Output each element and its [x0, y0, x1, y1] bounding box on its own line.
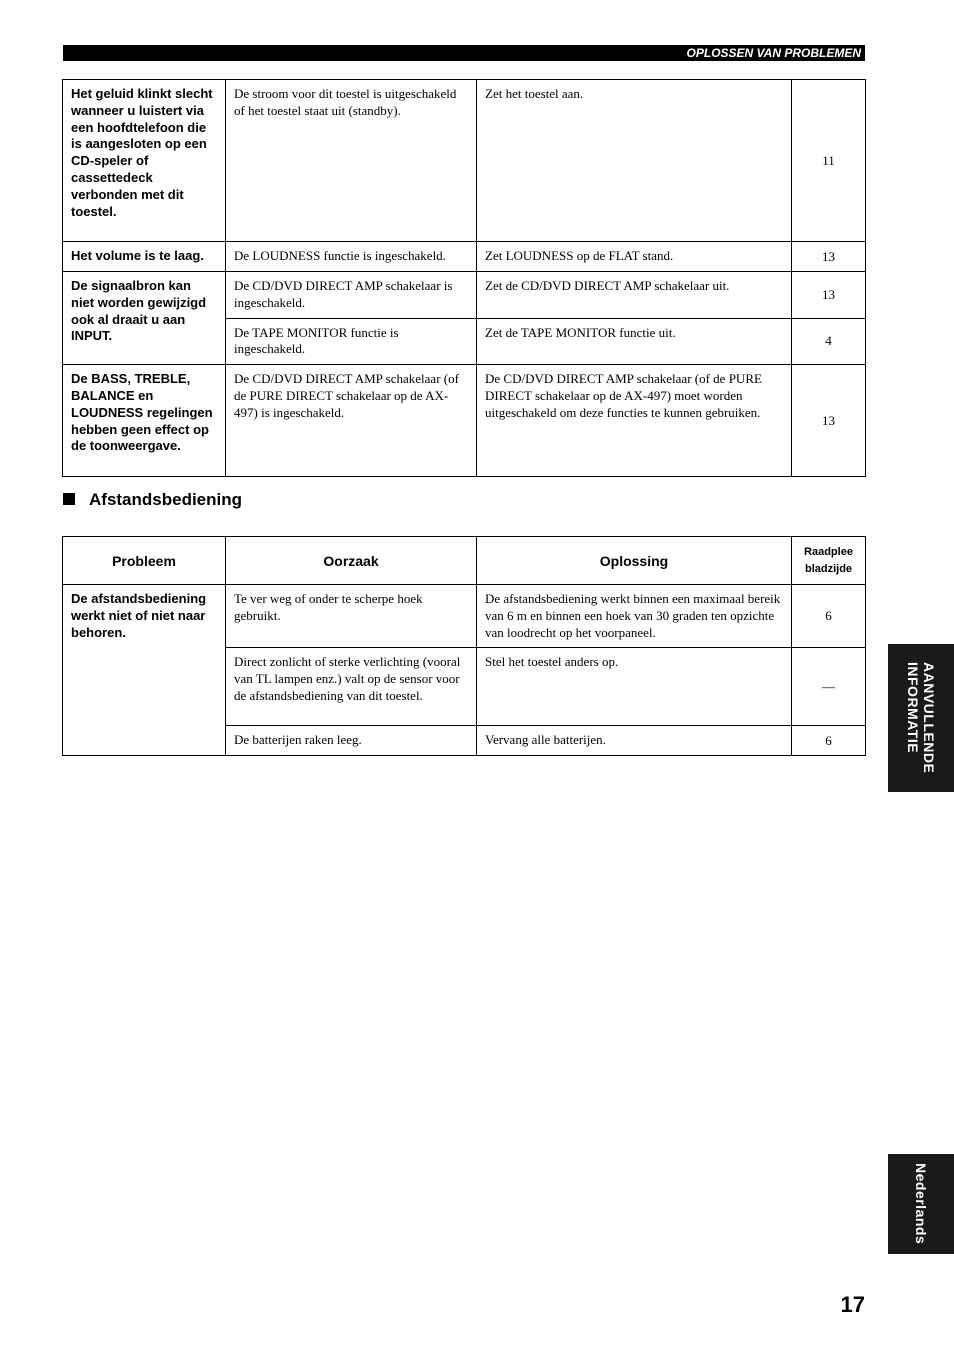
solution-cell: Zet de TAPE MONITOR functie uit. [477, 318, 792, 365]
column-header-problem: Probleem [63, 537, 226, 585]
problem-cell: Het geluid klinkt slecht wanneer u luistert via een hoofdtelefoon die is aangesloten op een CD-speler of cassettedeck verbonden met dit toestel. [63, 80, 226, 242]
page-number: 17 [840, 1292, 865, 1317]
solution-cell: Zet de CD/DVD DIRECT AMP schakelaar uit. [477, 272, 792, 319]
cause-cell: Te ver weg of onder te scherpe hoek gebruikt. [226, 585, 477, 648]
solution-cell: Zet LOUDNESS op de FLAT stand. [477, 242, 792, 272]
side-tab-additional-info-text: AANVULLENDE INFORMATIE [905, 662, 937, 774]
cause-cell: Direct zonlicht of sterke verlichting (vooral van TL lampen enz.) valt op de sensor voor de afstandsbediening van dit toestel. [226, 648, 477, 726]
solution-cell: Stel het toestel anders op. [477, 648, 792, 726]
cause-cell: De LOUDNESS functie is ingeschakeld. [226, 242, 477, 272]
page-reference: 13 [792, 365, 866, 477]
table-row [63, 80, 866, 242]
section-heading [63, 489, 242, 511]
cause-cell: De batterijen raken leeg. [226, 726, 477, 756]
section-heading-text: Afstandsbediening [89, 490, 243, 509]
page-reference: 11 [792, 80, 866, 242]
cause-cell: De TAPE MONITOR functie is ingeschakeld. [226, 318, 477, 365]
troubleshooting-table-remote [62, 536, 866, 756]
table-header-row [63, 537, 866, 585]
page-reference: 6 [792, 585, 866, 648]
solution-cell: De afstandsbediening werkt binnen een maximaal bereik van 6 m en binnen een hoek van 30 graden ten opzichte van loodrecht op het voorpaneel. [477, 585, 792, 648]
problem-cell: De BASS, TREBLE, BALANCE en LOUDNESS regelingen hebben geen effect op de toonweergave. [63, 365, 226, 477]
bullet-square-icon [63, 493, 75, 505]
column-header-page-line2: bladzijde [804, 562, 853, 575]
page-reference: 4 [792, 318, 866, 365]
problem-cell: Het volume is te laag. [63, 242, 226, 272]
cause-cell: De CD/DVD DIRECT AMP schakelaar is ingeschakeld. [226, 272, 477, 319]
page-reference: 13 [792, 272, 866, 319]
column-header-solution: Oplossing [477, 537, 792, 585]
side-tab-language [888, 1154, 954, 1254]
section-header-bar [63, 45, 865, 61]
solution-cell: Zet het toestel aan. [477, 80, 792, 242]
section-title: OPLOSSEN VAN PROBLEMEN [686, 46, 861, 60]
side-tab-additional-info [888, 644, 954, 792]
column-header-page [792, 537, 866, 585]
table-row [63, 242, 866, 272]
solution-cell: Vervang alle batterijen. [477, 726, 792, 756]
page-reference: — [792, 648, 866, 726]
table-row [63, 585, 866, 648]
cause-cell: De stroom voor dit toestel is uitgeschakeld of het toestel staat uit (standby). [226, 80, 477, 242]
problem-cell: De signaalbron kan niet worden gewijzigd ook al draait u aan INPUT. [63, 272, 226, 365]
solution-cell: De CD/DVD DIRECT AMP schakelaar (of de PURE DIRECT schakelaar op de AX-497) moet worden uitgeschakeld om deze functies te kunnen gebruiken. [477, 365, 792, 477]
page-reference: 6 [792, 726, 866, 756]
side-tab-language-text: Nederlands [913, 1163, 929, 1245]
troubleshooting-table-general [62, 79, 866, 477]
column-header-page-line1: Raadplee [804, 545, 853, 558]
problem-cell: De afstandsbediening werkt niet of niet naar behoren. [63, 585, 226, 756]
page-reference: 13 [792, 242, 866, 272]
cause-cell: De CD/DVD DIRECT AMP schakelaar (of de PURE DIRECT schakelaar op de AX-497) is ingeschakeld. [226, 365, 477, 477]
column-header-cause: Oorzaak [226, 537, 477, 585]
table-row [63, 272, 866, 319]
table-row [63, 365, 866, 477]
